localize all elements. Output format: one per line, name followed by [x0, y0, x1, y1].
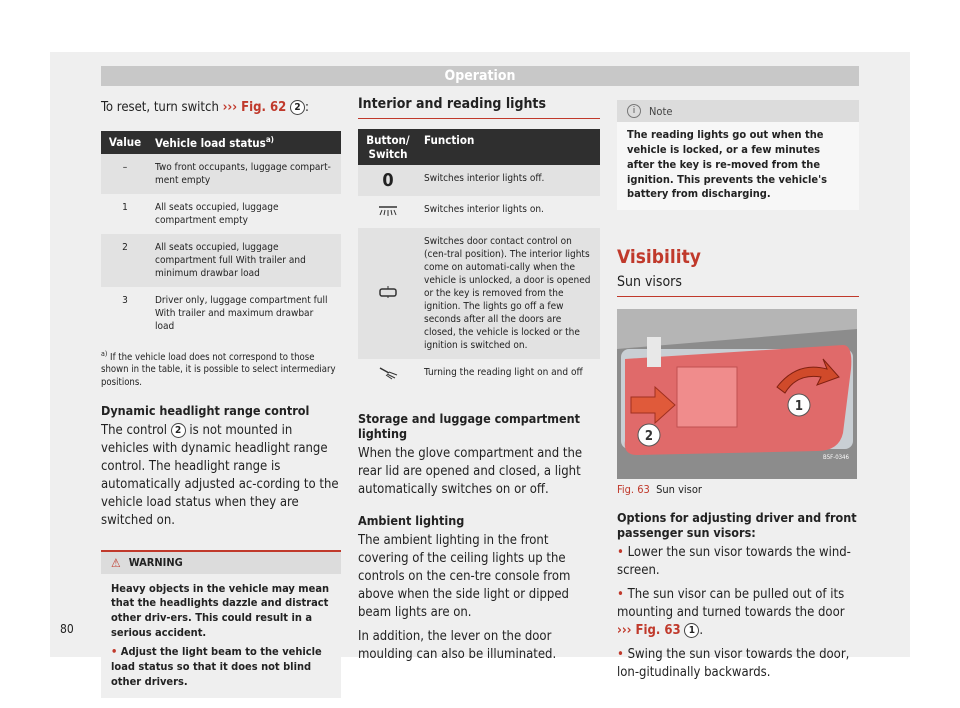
table-row	[358, 196, 600, 228]
bullet-icon: •	[617, 587, 624, 603]
warning-title: WARNING	[128, 556, 183, 570]
callout-badge: 2	[290, 100, 305, 115]
note-box	[617, 100, 859, 210]
table-row	[358, 359, 600, 391]
caption-fig-number: Fig. 63	[617, 483, 650, 497]
col-header-button: Button/ Switch	[358, 129, 418, 165]
sun-visor-figure	[617, 309, 857, 479]
section-title-sun-visors: Sun visors	[617, 274, 859, 297]
page-number: 80	[60, 622, 74, 636]
cell-function: Switches interior lights off.	[418, 165, 600, 196]
column-3	[617, 96, 859, 688]
fig-62-link[interactable]: ››› Fig. 62	[222, 100, 287, 115]
option-bullet: • The sun visor can be pulled out of its mounting and turned towards the door ››› Fig. 63 1 .	[617, 587, 845, 638]
bullet-icon: •	[111, 645, 118, 659]
interior-light-icon	[358, 196, 418, 228]
callout-badge: 2	[171, 423, 186, 438]
warning-box	[101, 550, 341, 698]
load-status-table	[101, 131, 341, 340]
reset-intro	[101, 100, 341, 115]
lights-table	[358, 129, 600, 391]
caption-text: Sun visor	[656, 483, 702, 497]
cell-value: –	[101, 154, 149, 194]
reading-light-icon	[358, 359, 418, 391]
option-bullet: • Lower the sun visor towards the wind-screen.	[617, 545, 851, 579]
cell-function: Switches interior lights on.	[418, 196, 600, 228]
section-title-storage: Storage and luggage compartment lighting	[358, 411, 581, 442]
cell-status: All seats occupied, luggage compartment empty	[149, 194, 341, 234]
table-footnote: $^{a)}$ If the vehicle load does not correspond to those shown in the table, it is possible to select intermediary positions.	[101, 349, 336, 388]
table-row	[101, 194, 341, 234]
section-title-dynamic-headlight: Dynamic headlight range control	[101, 403, 310, 419]
col-header-value: Value	[101, 131, 149, 154]
table-row	[101, 154, 341, 194]
cell-value: 1	[101, 194, 149, 234]
table-row	[101, 287, 341, 340]
info-icon: i	[627, 104, 641, 118]
dynamic-headlight-text: The control 2 is not mounted in vehicles with dynamic headlight range control. The headlight range is automatically adjusted ac-cording to the vehicle load status when they are switched on.	[101, 423, 339, 528]
section-title-ambient: Ambient lighting	[358, 513, 465, 529]
column-1	[101, 96, 341, 698]
note-header	[617, 100, 859, 122]
fig-63-link[interactable]: ››› Fig. 63	[617, 622, 681, 638]
warning-text: Heavy objects in the vehicle may mean that the headlights dazzle and distract other driv-ers. This could result in a serious accident.	[111, 581, 330, 640]
option-bullet: • Swing the sun visor towards the door, lon-gitudinally backwards.	[617, 646, 850, 680]
table-row	[358, 228, 600, 359]
callout-badge: 1	[684, 623, 699, 638]
figure-label-1: 1	[794, 399, 804, 415]
cell-function: Turning the reading light on and off	[418, 359, 600, 391]
page-header: Operation	[101, 66, 859, 86]
cell-value: 2	[101, 234, 149, 287]
cell-status: Two front occupants, luggage compart-ment empty	[149, 154, 341, 194]
zero-switch-icon: 0	[358, 165, 418, 196]
warning-body	[101, 574, 341, 698]
warning-header	[101, 550, 341, 574]
cell-function: Switches door contact control on (cen-tral position). The interior lights come on automati-cally when the vehicle is unlocked, a door is opened or the key is removed from the ignition. The lights go off a few seconds after all the doors are closed, the vehicle is locked or the ignition is switched on.	[418, 228, 600, 359]
cell-status: Driver only, luggage compartment full With trailer and maximum drawbar load	[149, 287, 341, 340]
intro-suffix: :	[304, 100, 309, 115]
col-header-status: Vehicle load status$^{a)}$	[149, 131, 341, 154]
ambient-text-2: In addition, the lever on the door moulding can also be illuminated.	[358, 628, 557, 662]
cell-status: All seats occupied, luggage compartment full With trailer and minimum drawbar load	[149, 234, 341, 287]
options-title: Options for adjusting driver and front passenger sun visors:	[617, 510, 857, 541]
table-row	[358, 165, 600, 196]
figure-caption	[617, 483, 859, 496]
note-text: The reading lights go out when the vehicle is locked, or a few minutes after the key is re-moved from the ignition. This prevents the vehicle's battery from discharging.	[627, 128, 827, 201]
section-title-interior-lights: Interior and reading lights	[358, 96, 600, 119]
bullet-icon: •	[617, 545, 624, 561]
cell-value: 3	[101, 287, 149, 340]
storage-text: When the glove compartment and the rear lid are opened and closed, a light automatically switches on or off.	[358, 446, 583, 498]
warning-bullet: • Adjust the light beam to the vehicle load status so that it does not blind other drivers.	[111, 645, 322, 688]
table-row	[101, 234, 341, 287]
col-header-function: Function	[418, 129, 600, 165]
note-title: Note	[649, 104, 673, 118]
section-title-visibility: Visibility	[617, 246, 701, 269]
warning-triangle-icon: ⚠	[111, 555, 121, 570]
bullet-icon: •	[617, 646, 624, 662]
intro-text: To reset, turn switch	[101, 100, 223, 115]
door-contact-icon	[358, 228, 418, 359]
figure-label-2: 2	[644, 429, 654, 445]
sun-visor-illustration	[617, 309, 857, 479]
column-2	[358, 96, 600, 670]
figure-code: B5F-0346	[823, 454, 849, 462]
ambient-text-1: The ambient lighting in the front covering of the ceiling lights up the controls on the cen-tre console from above when the side light or dipped beam lights are on.	[358, 533, 571, 620]
